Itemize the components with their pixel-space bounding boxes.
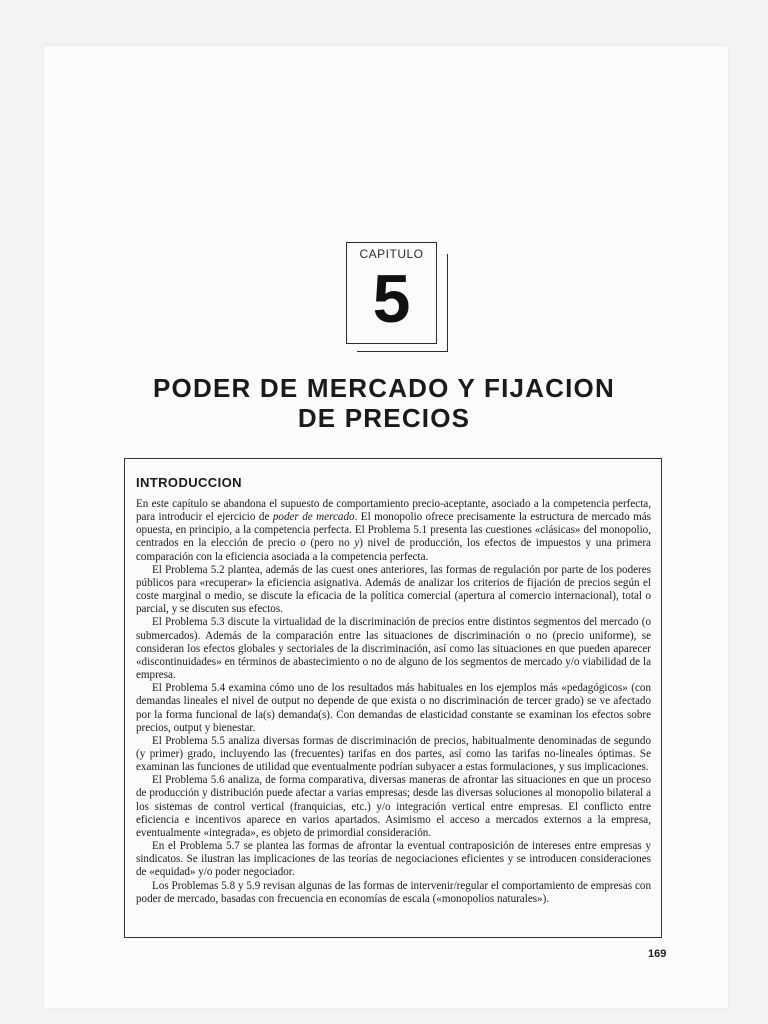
paragraph-1-emphasis-y: y	[354, 537, 360, 550]
chapter-title-line-1: PODER DE MERCADO Y FIJACION	[153, 373, 615, 403]
paragraph-8: Los Problemas 5.8 y 5.9 revisan algunas de las formas de intervenir/regular el comportamiento de empresas con poder de mercado, basadas con frecuencia en economías de escala («monopolios naturales»).	[136, 879, 651, 905]
chapter-title-line-2: DE PRECIOS	[297, 403, 471, 433]
chapter-label: CAPITULO	[359, 247, 424, 261]
paragraph-1-text-d: ) nivel de producción, los efectos de impuestos y una primera comparación con la eficiencia asociada a la competencia perfecta.	[136, 537, 651, 563]
paragraph-1-text-a: En este capítulo se abandona el supuesto de comportamiento precio-aceptante, asociado a la competencia perfecta, para introducir el ejercicio de	[136, 498, 651, 524]
paragraph-1-emphasis-poder: poder de mercado	[272, 511, 355, 524]
paragraph-2: El Problema 5.2 plantea, además de las cuest ones anteriores, las formas de regulación por parte de los poderes públicos para «recuperar» la eficiencia asignativa. Además de analizar los criterios de fijación de precios según el coste marginal o medio, se discute la eficacia de la política comercial (apertura al comercio internacional), total o parcial, y se discuten sus efectos.	[136, 563, 651, 616]
chapter-box	[346, 242, 437, 344]
paragraph-5: El Problema 5.5 analiza diversas formas de discriminación de precios, habitualmente denominadas de segundo (y primer) grado, incluyendo las (frecuentes) tarifas en dos partes, así como las tarifas no-lineales óptimas. Se examinan las funciones de utilidad que eventualmente podrían subyacer a estas formulaciones, y sus implicaciones.	[136, 734, 651, 774]
paragraph-3: El Problema 5.3 discute la virtualidad de la discriminación de precios entre distintos segmentos del mercado (o submercados). Además de la comparación entre las situaciones de discriminación o no (precio uniforme), se consideran los efectos globales y sectoriales de la discriminación, así como las situaciones en que pueden aparecer «discontinuidades» en términos de abastecimiento o no de alguno de los segmentos de mercado y/o viabilidad de la empresa.	[136, 616, 651, 682]
page-number: 169	[648, 948, 667, 960]
paragraph-1	[136, 498, 651, 564]
paragraph-4: El Problema 5.4 examina cómo uno de los resultados más habituales en los ejemplos más «pedagógicos» (con demandas lineales el nivel de output no depende de que exista o no discriminación de tercer grado) se ve afectado por la forma funcional de la(s) demanda(s). Con demandas de elasticidad constante se examinan los efectos sobre precios, output y bienestar.	[136, 682, 651, 734]
paragraph-1-text-c: (pero no	[305, 537, 355, 550]
chapter-number: 5	[372, 261, 411, 337]
paragraph-7: En el Problema 5.7 se plantea las formas de afrontar la eventual contraposición de intereses entre empresas y sindicatos. Se ilustran las implicaciones de las teorías de negociaciones eficientes y se introducen consideraciones de «equidad» y/o poder negociador.	[136, 840, 651, 879]
introduction-heading: INTRODUCCION	[136, 475, 242, 490]
paragraph-1-text-b: . El monopolio ofrece precisamente la estructura de mercado más opuesta, en principio, a la competencia perfecta. El Problema 5.1 presenta las cuestiones «clásicas» del monopolio, centrados en la elección de precio	[136, 511, 651, 550]
chapter-title	[0, 373, 768, 433]
paragraph-1-emphasis-o: o	[300, 537, 306, 550]
introduction-body	[136, 498, 651, 906]
introduction-box	[124, 458, 662, 938]
paragraph-6: El Problema 5.6 analiza, de forma comparativa, diversas maneras de afrontar las situaciones en que un proceso de producción y distribución puede afectar a varias empresas; desde las diversas soluciones al monopolio bilateral a los sistemas de control vertical (franquicias, etc.) y/o integración vertical entre empresas. El conflicto entre eficiencia e incentivos aparece en varios apartados. Asimismo el acceso a mercados externos a la empresa, eventualmente «integrada», es objeto de primordial consideración.	[136, 774, 651, 839]
